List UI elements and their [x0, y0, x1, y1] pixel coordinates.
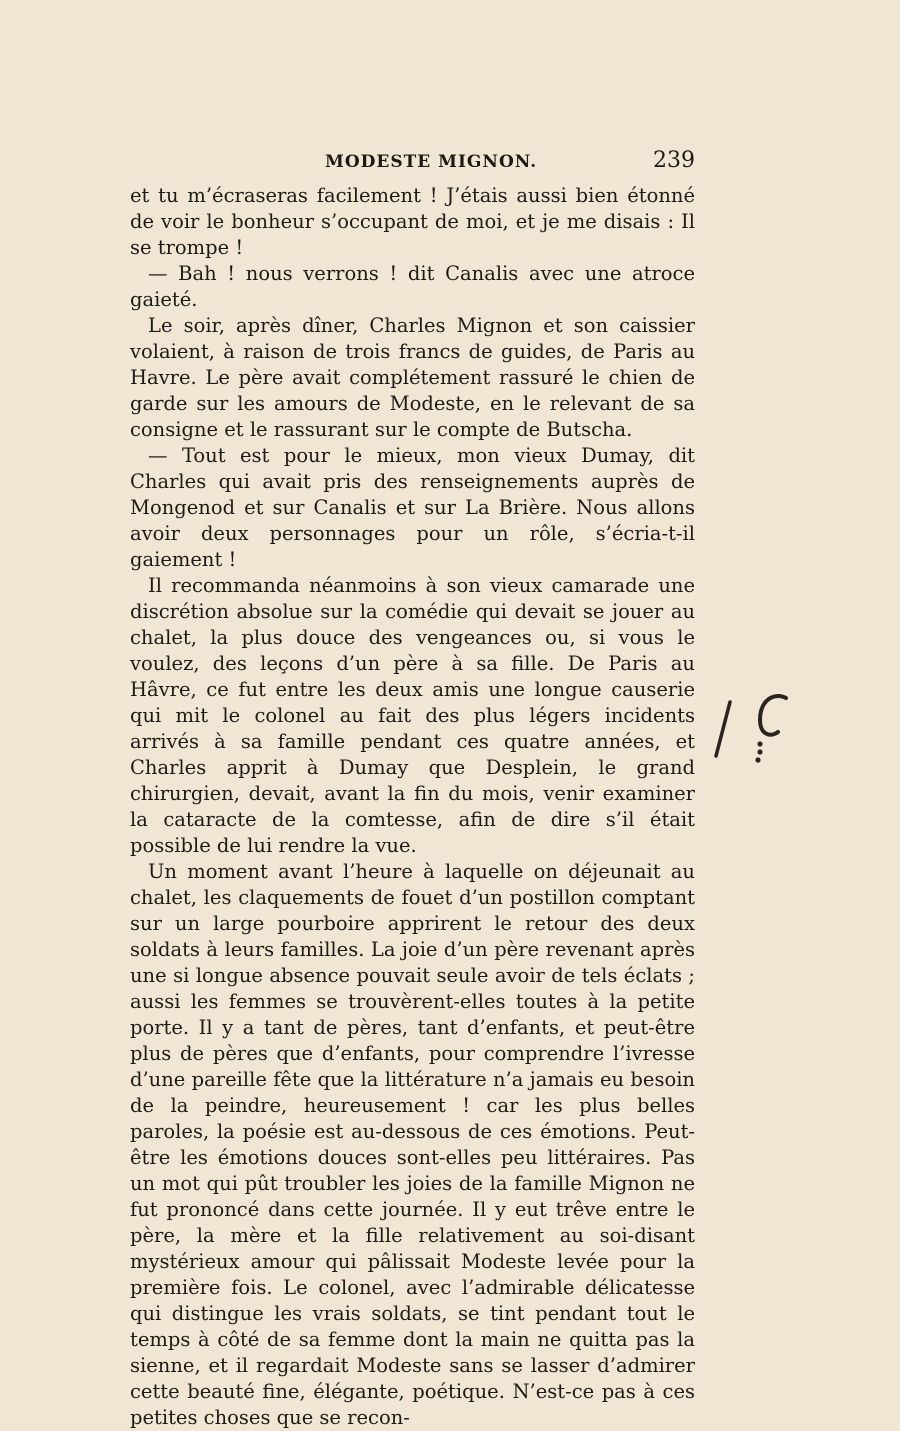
page-header	[130, 148, 695, 182]
paragraph: — Bah ! nous verrons ! dit Canalis avec une atroce gaieté.	[130, 262, 695, 311]
paragraph: et tu m’écraseras facilement ! J’étais aussi bien étonné de voir le bonheur s’occupant de moi, et je me disais : Il se trompe !	[130, 184, 695, 259]
body-text	[130, 183, 695, 1431]
paragraph: — Tout est pour le mieux, mon vieux Dumay, dit Charles qui avait pris des renseignements auprès de Mongenod et sur Canalis et sur La Brière. Nous allons avoir deux personnages pour un rôle, s’écria-t-il gaiement !	[130, 444, 695, 571]
running-title: MODESTE MIGNON.	[325, 152, 538, 172]
paragraph: Le soir, après dîner, Charles Mignon et son caissier volaient, à raison de trois francs de guides, de Paris au Havre. Le père avait complétement rassuré le chien de garde sur les amours de Modeste, en le relevant de sa consigne et le rassurant sur le compte de Butscha.	[130, 314, 695, 441]
page-number: 239	[653, 148, 695, 173]
paragraph: Un moment avant l’heure à laquelle on déjeunait au chalet, les claquements de fouet d’un postillon comptant sur un large pourboire apprirent le retour des deux soldats à leurs familles. La joie d’un père revenant après une si longue absence pouvait seule avoir de tels éclats ; aussi les femmes se trouvèrent-elles toutes à la petite porte. Il y a tant de pères, tant d’enfants, et peut-être plus de pères que d’enfants, pour comprendre l’ivresse d’une pareille fête que la littérature n’a jamais eu besoin de la peindre, heureusement ! car les plus belles paroles, la poésie est au-dessous de ces émotions. Peut-être les émotions douces sont-elles peu littéraires. Pas un mot qui pût troubler les joies de la famille Mignon ne fut prononcé dans cette journée. Il y eut trêve entre le père, la mère et la fille relativement au soi-disant mystérieux amour qui pâlissait Modeste levée pour la première fois. Le colonel, avec l’admirable délicatesse qui distingue les vrais soldats, se tint pendant tout le temps à côté de sa femme dont la main ne quitta pas la sienne, et il regardait Modeste sans se lasser d’admirer cette beauté fine, élégante, poétique. N’est-ce pas à ces petites choses que se recon-	[130, 860, 695, 1429]
paragraph: Il recommanda néanmoins à son vieux camarade une discrétion absolue sur la comédie qui devait se jouer au chalet, la plus douce des vengeances ou, si vous le voulez, des leçons d’un père à sa fille. De Paris au Hâvre, ce fut entre les deux amis une longue causerie qui mit le colonel au fait des plus légers incidents arrivés à sa famille pendant ces quatre années, et Charles apprit à Dumay que Desplein, le grand chirurgien, devait, avant la fin du mois, venir examiner la cataracte de la comtesse, afin de dire s’il était possible de lui rendre la vue.	[130, 574, 695, 857]
handwritten-margin-mark	[712, 690, 802, 780]
